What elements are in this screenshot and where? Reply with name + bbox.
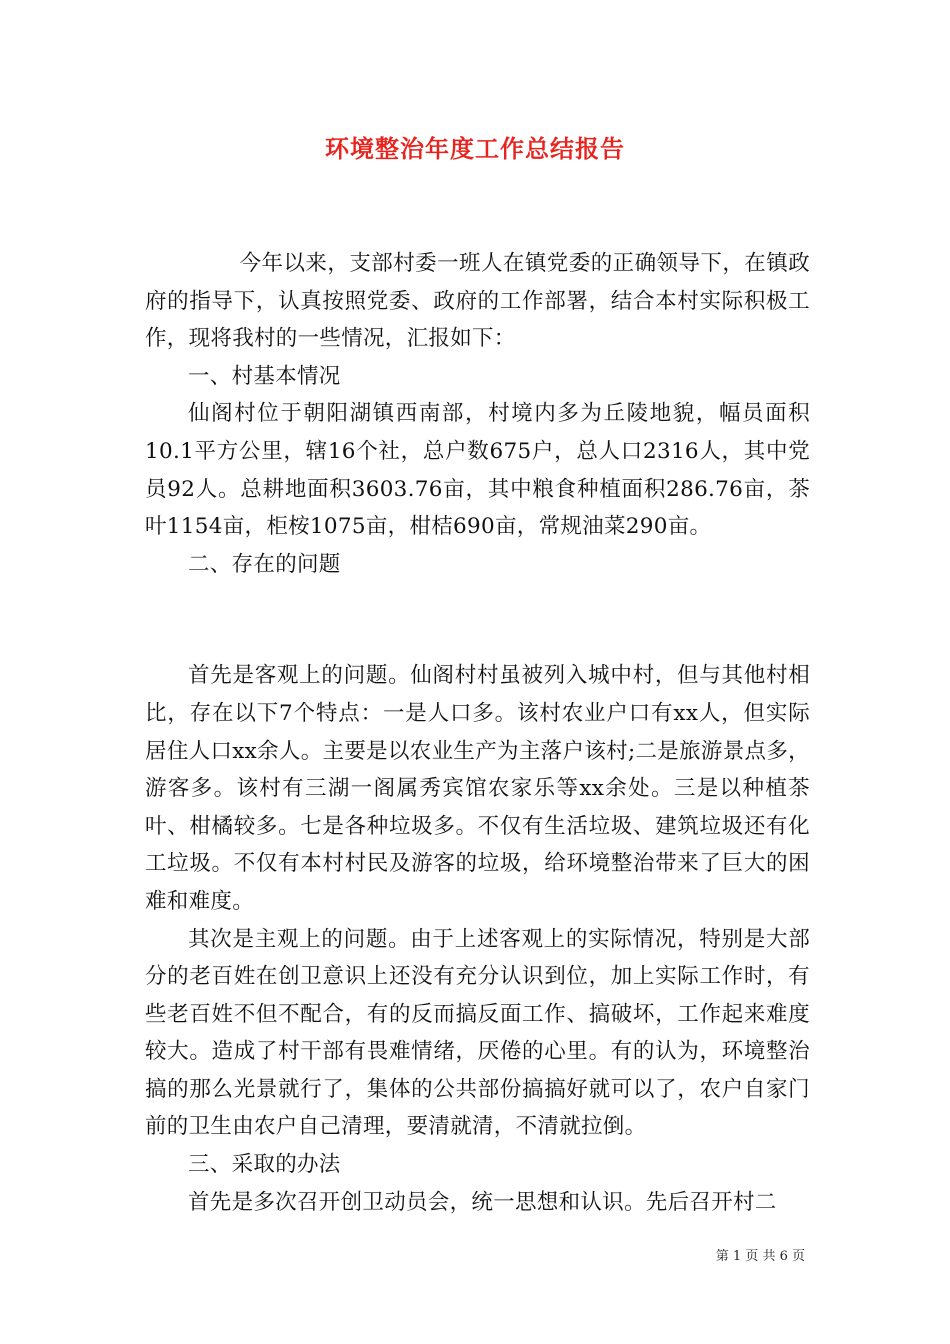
- measures-paragraph: 首先是多次召开创卫动员会，统一思想和认识。先后召开村二: [188, 1189, 777, 1215]
- basic-info-paragraph: 仙阁村位于朝阳湖镇西南部，村境内多为丘陵地貌，幅员面积10.1平方公里，辖16个社，总户数675户，总人口2316人，其中党员92人。总耕地面积3603.76亩，其中粮食种植面积286.76亩，茶叶1154亩，柜桉1075亩，柑桔690亩，常规油菜290亩。: [145, 401, 810, 540]
- objective-problems-paragraph: 首先是客观上的问题。仙阁村村虽被列入城中村，但与其他村相比，存在以下7个特点：一是人口多。该村农业户口有xx人，但实际居住人口xx余人。主要是以农业生产为主落户该村;二是旅游景点多，游客多。该村有三湖一阁属秀宾馆农家乐等xx余处。三是以种植茶叶、柑橘较多。七是各种垃圾多。不仅有生活垃圾、建筑垃圾还有化工垃圾。不仅有本村村民及游客的垃圾，给环境整治带来了巨大的困难和难度。: [145, 663, 810, 914]
- document-body: [145, 245, 810, 1221]
- subjective-problems-paragraph: 其次是主观上的问题。由于上述客观上的实际情况，特别是大部分的老百姓在创卫意识上还没有充分认识到位，加上实际工作时，有些老百姓不但不配合，有的反而搞反面工作、搞破坏，工作起来难度较大。造成了村干部有畏难情绪，厌倦的心里。有的认为，环境整治搞的那么光景就行了，集体的公共部份搞搞好就可以了，农户自家门前的卫生由农户自己清理，要清就清，不清就拉倒。: [145, 926, 810, 1140]
- page-number-footer: 第 1 页 共 6 页: [715, 1249, 805, 1264]
- section-heading-problems: 二、存在的问题: [188, 551, 341, 577]
- intro-paragraph: 今年以来，支部村委一班人在镇党委的正确领导下，在镇政府的指导下，认真按照党委、政府的工作部署，结合本村实际积极工作，现将我村的一些情况，汇报如下：: [145, 251, 810, 352]
- section-heading-measures: 三、采取的办法: [188, 1152, 341, 1178]
- document-title: 环境整治年度工作总结报告: [325, 134, 625, 163]
- section-heading-basic-info: 一、村基本情况: [188, 363, 341, 389]
- blank-gap: [145, 583, 810, 657]
